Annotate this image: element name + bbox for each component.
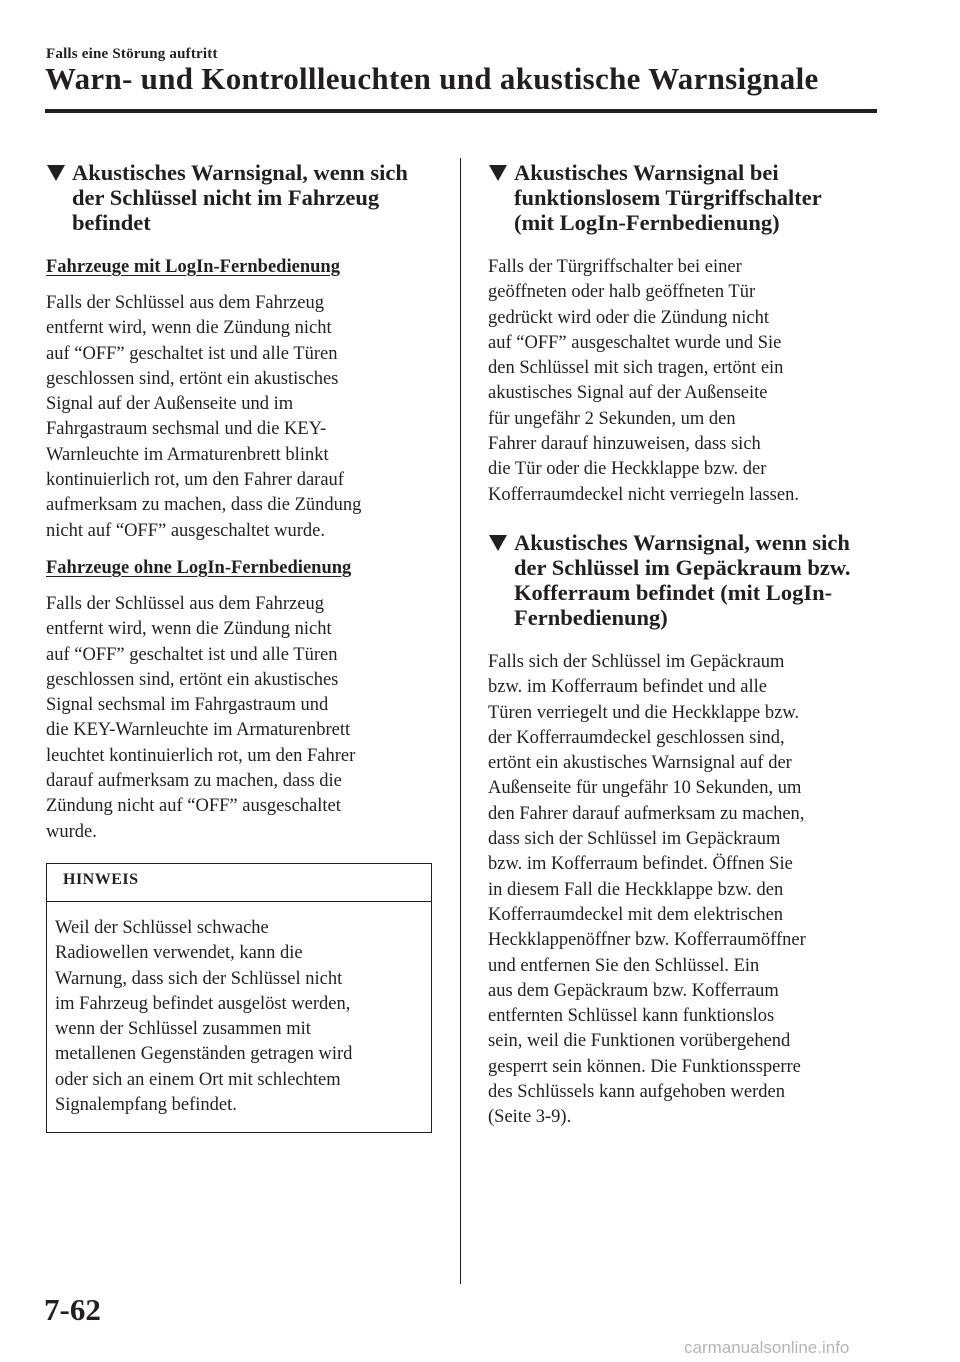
paragraph-key-in-trunk: Falls sich der Schlüssel im Gepäckraum bzw. im Kofferraum befindet und alle Türen verriegelt und die Heckklappe bzw. der Kofferraumdeckel geschlossen sind, ertönt ein akustisches Warnsignal auf der Außenseite für ungefähr 10 Sekunden, um den Fahrer darauf aufmerksam zu machen, dass sich der Schlüssel im Gepäckraum bzw. im Kofferraum befindet. Öffnen Sie in diesem Fall die Heckklappe bzw. den Kofferraumdeckel mit dem elektrischen Heckklappenöffner bzw. Kofferraumöffner und entfernen Sie den Schlüssel. Ein aus dem Gepäckraum bzw. Kofferraum entfernten Schlüssel kann funktionslos sein, weil die Funktionen vorübergehend gesperrt sein können. Die Funktionssperre des Schlüssels kann aufgehoben werden (Seite 3-9).	[488, 651, 806, 1128]
triangle-bullet-icon	[489, 535, 507, 551]
section-heading-door-switch	[488, 160, 880, 235]
chapter-subtitle: Falls eine Störung auftritt	[46, 46, 218, 62]
watermark: carmanualsonline.info	[684, 1338, 850, 1357]
note-box	[46, 863, 432, 1133]
page-title: Warn- und Kontrollleuchten und akustische Warnsignale	[45, 61, 819, 96]
triangle-bullet-icon	[489, 165, 507, 181]
section-heading-text: Akustisches Warnsignal, wenn sich der Schlüssel im Gepäckraum bzw. Kofferraum befindet (mit LogIn- Fernbedienung)	[514, 529, 851, 630]
subheading-without-login-remote: Fahrzeuge ohne LogIn-Fernbedienung	[46, 557, 352, 578]
paragraph-door-switch: Falls der Türgriffschalter bei einer geöffneten oder halb geöffneten Tür gedrückt wird oder die Zündung nicht auf “OFF” ausgeschaltet wurde und Sie den Schlüssel mit sich tragen, ertönt ein akustisches Signal auf der Außenseite für ungefähr 2 Sekunden, um den Fahrer darauf hinzuweisen, dass sich die Tür oder die Heckklappe bzw. der Kofferraumdeckel nicht verriegeln lassen.	[488, 257, 799, 505]
note-title: HINWEIS	[47, 864, 431, 902]
paragraph-without-login-remote: Falls der Schlüssel aus dem Fahrzeug entfernt wird, wenn die Zündung nicht auf “OFF” geschaltet ist und alle Türen geschlossen sind, ertönt ein akustisches Signal sechsmal im Fahrgastraum und die KEY-Warnleuchte im Armaturenbrett leuchtet kontinuierlich rot, um den Fahrer darauf aufmerksam zu machen, dass die Zündung nicht auf “OFF” ausgeschaltet wurde.	[46, 593, 356, 842]
triangle-bullet-icon	[47, 165, 65, 181]
paragraph-with-login-remote: Falls der Schlüssel aus dem Fahrzeug entfernt wird, wenn die Zündung nicht auf “OFF” geschaltet ist und alle Türen geschlossen sind, ertönt ein akustisches Signal auf der Außenseite und im Fahrgastraum sechsmal und die KEY- Warnleuchte im Armaturenbrett blinkt kontinuierlich rot, um den Fahrer darauf aufmerksam zu machen, dass die Zündung nicht auf “OFF” ausgeschaltet wurde.	[46, 293, 362, 541]
section-heading-key-in-trunk	[488, 530, 880, 630]
left-column	[46, 160, 438, 1133]
subheading-with-login-remote: Fahrzeuge mit LogIn-Fernbedienung	[46, 257, 340, 277]
header-divider	[45, 109, 877, 113]
section-heading-text: Akustisches Warnsignal bei funktionslosem Türgriffschalter (mit LogIn-Fernbedienung)	[514, 160, 822, 235]
column-divider	[460, 158, 461, 1284]
section-heading-key-not-in-vehicle	[46, 160, 438, 235]
section-heading-text: Akustisches Warnsignal, wenn sich der Schlüssel nicht im Fahrzeug befindet	[72, 160, 408, 235]
page-number: 7-62	[44, 1292, 101, 1327]
note-text: Weil der Schlüssel schwache Radiowellen verwendet, kann die Warnung, dass sich der Schlüssel nicht im Fahrzeug befindet ausgelöst werden, wenn der Schlüssel zusammen mit metallenen Gegenständen getragen wird oder sich an einem Ort mit schlechtem Signalempfang befindet.	[55, 917, 353, 1116]
right-column	[488, 160, 880, 1143]
